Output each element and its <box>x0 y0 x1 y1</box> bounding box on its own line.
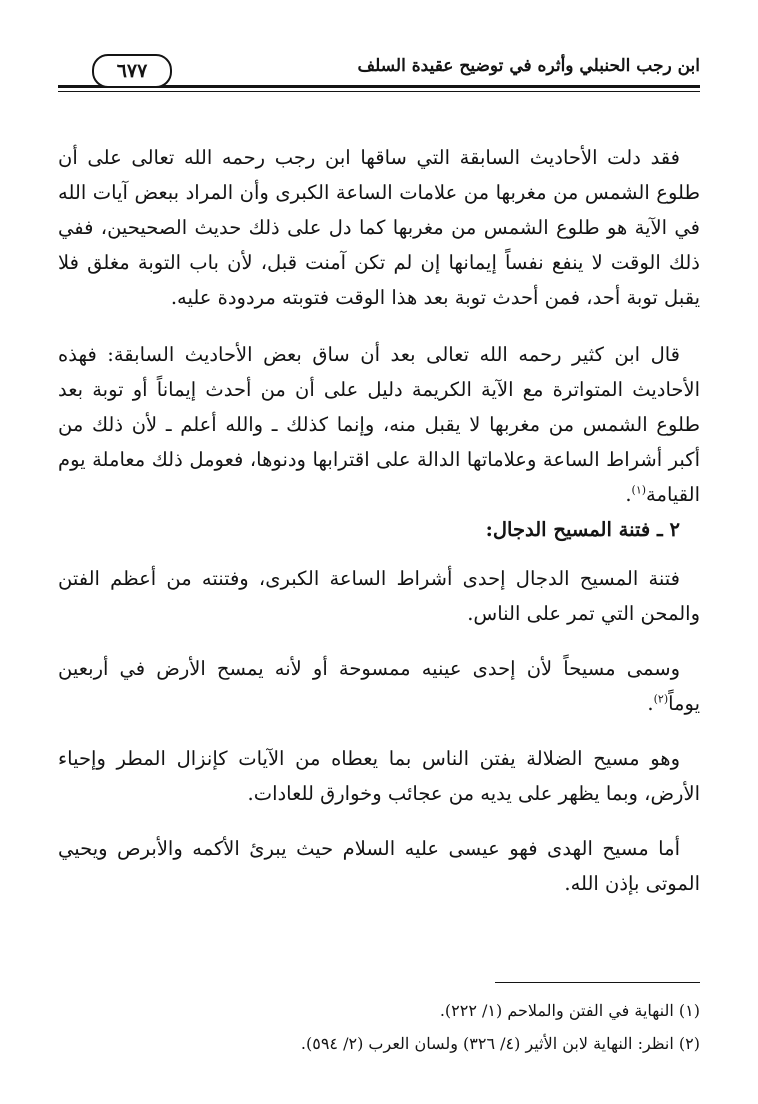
paragraph-4-end: . <box>647 692 654 715</box>
paragraph-2 <box>58 337 700 512</box>
paragraph-1: فقد دلت الأحاديث السابقة التي ساقها ابن رجب رحمه الله تعالى على أن طلوع الشمس من مغربها من علامات الساعة الكبرى وأن المراد ببعض آيات الله في الآية هو طلوع الشمس من مغربها كما دل على ذلك حديث الصحيحين، ففي ذلك الوقت لا ينفع نفساً إيمانها إن لم تكن آمنت قبل، لأن باب التوبة مغلق فلا يقبل توبة أحد، فمن أحدث توبة بعد هذا الوقت فتوبته مردودة عليه. <box>58 146 700 309</box>
main-text <box>58 140 700 901</box>
header-rule-thin <box>58 91 700 92</box>
paragraph-4 <box>58 651 700 721</box>
section-heading: ٢ ـ فتنة المسيح الدجال: <box>485 518 680 541</box>
paragraph-2-text: قال ابن كثير رحمه الله تعالى بعد أن ساق بعض الأحاديث السابقة: فهذه الأحاديث المتواترة مع الآية الكريمة دليل على أن من أحدث إيماناً أو توبة بعد طلوع الشمس من مغربها لا يقبل منه، وإنما كذلك ـ والله أعلم ـ لأن ذلك من أكبر أشراط الساعة وعلاماتها الدالة على اقترابها ودنوها، فعومل ذلك معاملة يوم القيامة <box>58 343 700 506</box>
paragraph-6: أما مسيح الهدى فهو عيسى عليه السلام حيث يبرئ الأكمه والأبرص ويحيي الموتى بإذن الله. <box>58 837 700 895</box>
running-title: ابن رجب الحنبلي وأثره في توضيح عقيدة السلف <box>357 56 700 76</box>
page-header <box>58 54 700 94</box>
footnote-ref-1: (١) <box>631 483 647 497</box>
page-number: ٦٧٧ <box>92 54 172 88</box>
footnotes <box>58 994 700 1060</box>
footnote-ref-2: (٢) <box>653 692 669 706</box>
paragraph-5: وهو مسيح الضلالة يفتن الناس بما يعطاه من الآيات كإنزال المطر وإحياء الأرض، وبما يظهر على يديه من عجائب وخوارق للعادات. <box>58 747 700 805</box>
footnote-1: (١) النهاية في الفتن والملاحم (١/ ٢٢٢). <box>439 1001 700 1020</box>
paragraph-3: فتنة المسيح الدجال إحدى أشراط الساعة الكبرى، وفتنته من أعظم الفتن والمحن التي تمر على الناس. <box>58 567 700 625</box>
footnote-separator <box>495 982 700 983</box>
paragraph-2-end: . <box>625 483 632 506</box>
paragraph-4-text: وسمى مسيحاً لأن إحدى عينيه ممسوحة أو لأنه يمسح الأرض في أربعين يوماً <box>58 657 700 715</box>
footnote-2: (٢) انظر: النهاية لابن الأثير (٤/ ٣٢٦) ولسان العرب (٢/ ٥٩٤). <box>300 1034 700 1053</box>
